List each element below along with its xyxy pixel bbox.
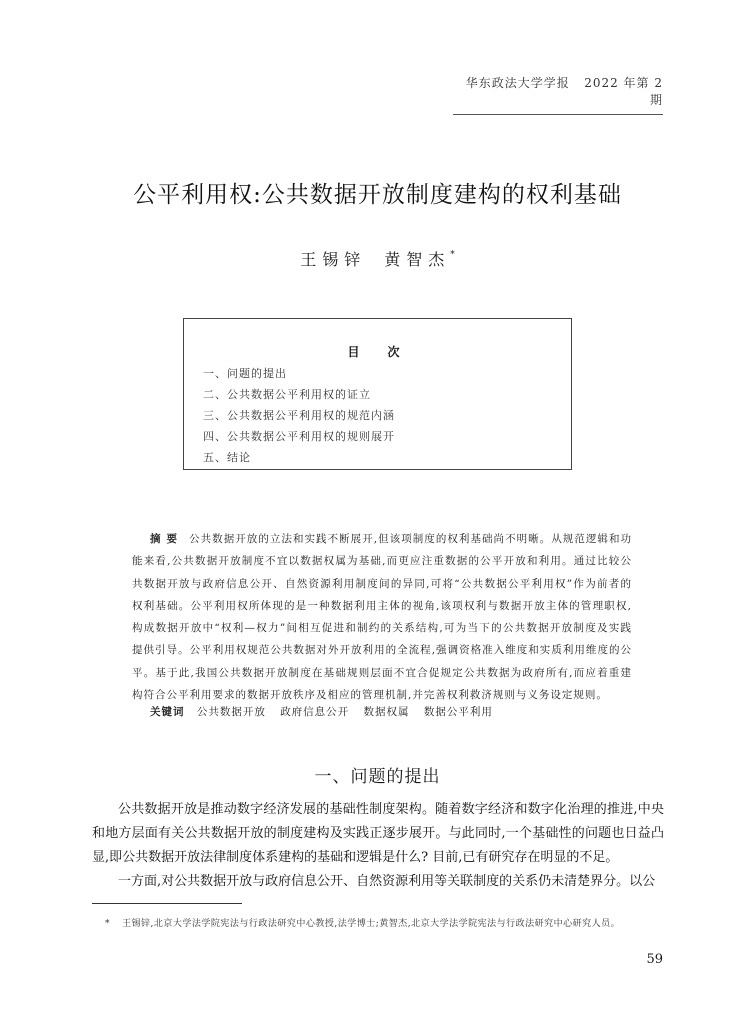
- article-title: 公平利用权:公共数据开放制度建构的权利基础: [133, 182, 622, 208]
- journal-name: 华东政法大学学报: [465, 76, 570, 90]
- keyword: 数据公平利用: [423, 706, 493, 718]
- abstract-text: 公共数据开放的立法和实践不断展开,但该项制度的权利基础尚不明晰。从规范逻辑和功能来看,公共数据开放制度不宜以数据权属为基础,而更应注重数据的公平开放和利用。通过比较公共数据开放与政府信息公开、自然资源利用制度间的异同,可将“公共数据公平利用权”作为前者的权利基础。公平利用权所体现的是一种数据利用主体的视角,该项权利与数据开放主体的管理职权,构成数据开放中“权利—权力”间相互促进和制约的关系结构,可为当下的公共数据开放制度及实践提供引导。公平利用权规范公共数据对外开放利用的全流程,强调资格准入维度和实质利用维度的公平。基于此,我国公共数据开放制度在基础规则层面不宜合促规定公共数据为政府所有,而应着重建构符合公平利用要求的数据开放秩序及相应的管理机制,并完善权利救济规则与义务设定规则。: [132, 533, 633, 702]
- toc-item: 四、公共数据公平利用权的规则展开: [203, 430, 395, 443]
- journal-header: [453, 74, 663, 115]
- footnote-divider: [92, 903, 242, 904]
- body-paragraph: 一方面,对公共数据开放与政府信息公开、自然资源利用等关联制度的关系仍未清楚界分。以公: [118, 874, 656, 889]
- body-text: [92, 798, 664, 894]
- toc-list: [203, 363, 395, 468]
- toc-item: 一、问题的提出: [203, 367, 287, 380]
- keyword: 政府信息公开: [280, 706, 350, 718]
- keywords-label: 关键词: [150, 706, 185, 718]
- footnote: [105, 916, 665, 929]
- keywords: [150, 704, 630, 719]
- abstract-label: 摘要: [150, 533, 184, 545]
- body-paragraph: 公共数据开放是推动数字经济发展的基础性制度架构。随着数字经济和数字化治理的推进,中央和地方层面有关公共数据开放的制度建构及实践正逐步展开。与此同时,一个基础性的问题也日益凸显,即公共数据开放法律制度体系建构的基础和逻辑是什么? 目前,已有研究存在明显的不足。: [92, 802, 664, 865]
- author-second: 黄智杰: [384, 250, 451, 269]
- author-first: 王锡锌: [300, 250, 367, 269]
- footnote-mark: *: [105, 919, 110, 929]
- abstract: [132, 528, 632, 706]
- keyword: 公共数据开放: [196, 706, 266, 718]
- keyword: 数据权属: [363, 706, 410, 718]
- section-title: 一、问题的提出: [314, 767, 441, 787]
- toc-item: 五、结论: [203, 451, 251, 464]
- author-footnote-mark: *: [450, 249, 455, 260]
- journal-issue: 2022 年第 2 期: [584, 76, 663, 107]
- table-of-contents: [183, 318, 572, 470]
- toc-heading: 目 次: [347, 345, 408, 359]
- toc-item: 二、公共数据公平利用权的证立: [203, 388, 371, 401]
- footnote-text: 王锡锌,北京大学法学院宪法与行政法研究中心教授,法学博士;黄智杰,北京大学法学院宪法与行政法研究中心研究人员。: [122, 919, 621, 929]
- authors: [0, 247, 755, 270]
- toc-item: 三、公共数据公平利用权的规范内涵: [203, 409, 395, 422]
- page-number: 59: [646, 952, 663, 967]
